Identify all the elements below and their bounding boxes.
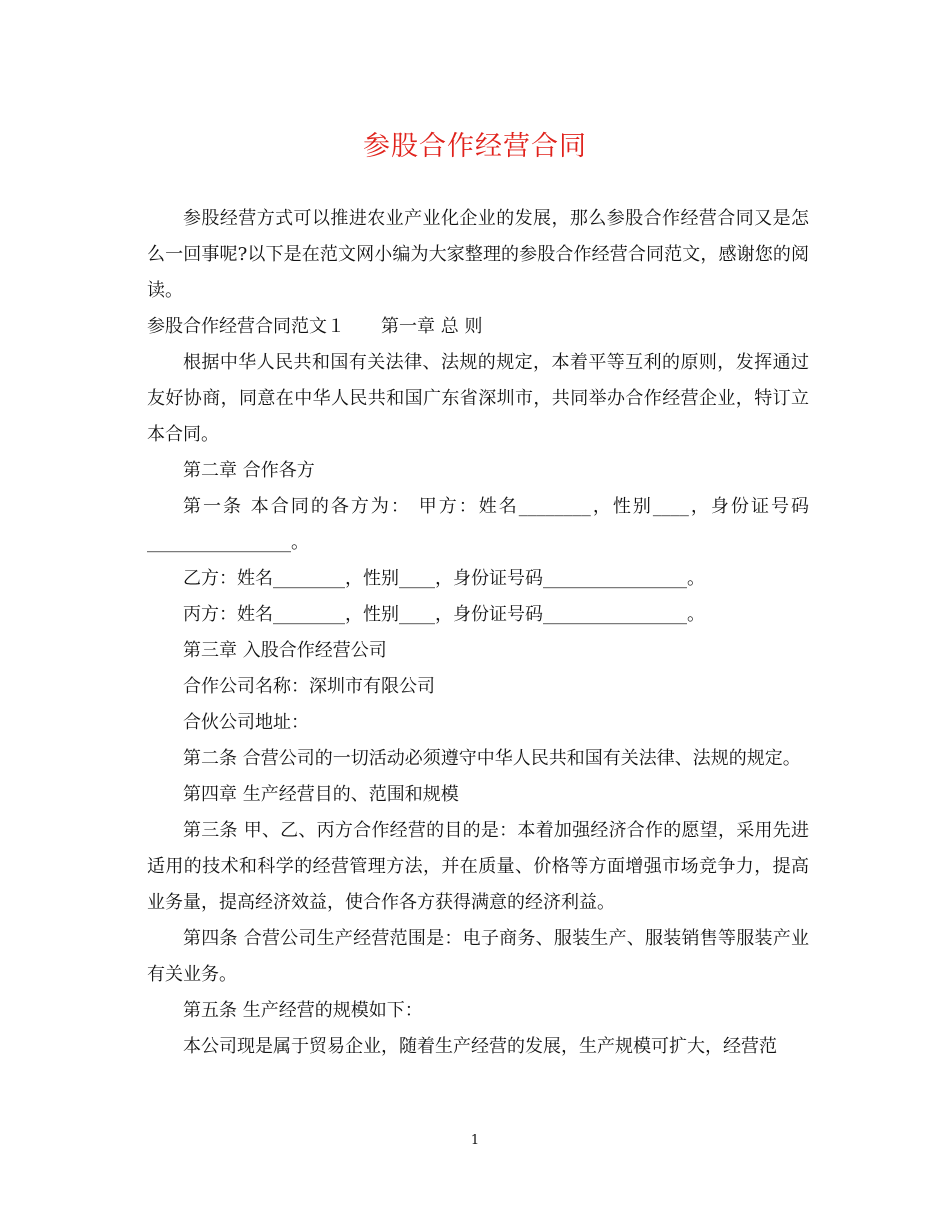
chapter-2-heading: 第二章 合作各方 [183,460,315,481]
principle-paragraph: 根据中华人民共和国有关法律、法规的规定，本着平等互利的原则，发挥通过友好协商，同意在中华人民共和国广东省深圳市，共同举办合作经营企业，特订立本合同。 [147,352,809,445]
party-c-line: 丙方：姓名________，性别____，身份证号码________________。 [183,604,705,625]
page-number: 1 [470,1133,480,1148]
intro-paragraph: 参股经营方式可以推进农业产业化企业的发展，那么参股合作经营合同又是怎么一回事呢?以下是在范文网小编为大家整理的参股合作经营合同范文，感谢您的阅读。 [147,208,809,301]
document-body [147,201,809,1065]
article-2-paragraph: 第二条 合营公司的一切活动必须遵守中华人民共和国有关法律、法规的规定。 [183,748,801,769]
scale-paragraph: 本公司现是属于贸易企业，随着生产经营的发展，生产规模可扩大，经营范 [183,1036,777,1057]
article-4-paragraph: 第四条 合营公司生产经营范围是：电子商务、服装生产、服装销售等服装产业有关业务。 [147,928,809,985]
chapter-4-heading: 第四章 生产经营目的、范围和规模 [183,784,459,805]
chapter-3-heading: 第三章 入股合作经营公司 [183,640,387,661]
sample-heading: 参股合作经营合同范文１ 第一章 总 则 [147,316,483,337]
document-title: 参股合作经营合同 [363,131,587,162]
article-5-heading: 第五条 生产经营的规模如下： [183,1000,423,1021]
party-b-line: 乙方：姓名________，性别____，身份证号码________________。 [183,568,705,589]
article-1-paragraph: 第一条 本合同的各方为： 甲方：姓名________，性别____，身份证号码________________。 [147,496,809,553]
company-address-line: 合伙公司地址： [183,712,309,733]
company-name-line: 合作公司名称：深圳市有限公司 [183,676,435,697]
article-3-paragraph: 第三条 甲、乙、丙方合作经营的目的是：本着加强经济合作的愿望，采用先进适用的技术和科学的经营管理方法，并在质量、价格等方面增强市场竞争力，提高业务量，提高经济效益，使合作各方获得满意的经济利益。 [147,820,809,913]
